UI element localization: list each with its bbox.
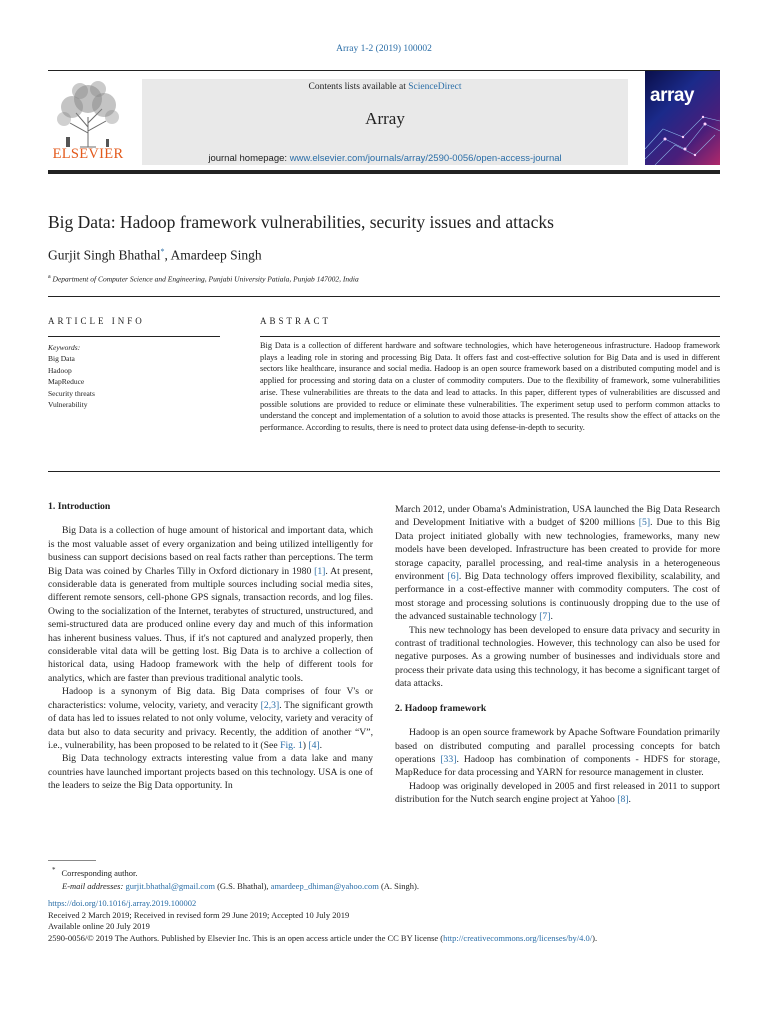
paragraph-text: . bbox=[628, 794, 631, 806]
keyword-item[interactable]: Security threats bbox=[48, 388, 95, 398]
journal-citation-link[interactable]: Array 1-2 (2019) 100002 bbox=[336, 44, 432, 54]
reference-link[interactable]: [5] bbox=[638, 517, 651, 529]
divider bbox=[260, 336, 720, 337]
keyword-item[interactable]: Vulnerability bbox=[48, 400, 88, 410]
homepage-label: journal homepage: bbox=[208, 153, 290, 164]
section-heading-introduction: 1. Introduction bbox=[48, 501, 111, 512]
keyword-item[interactable]: Hadoop bbox=[48, 365, 72, 375]
author-name[interactable]: Gurjit Singh Bhathal bbox=[48, 247, 161, 263]
paragraph-text: . At present, considerable data is generated from multiple sources including social media sites, different remote sensors, cell-phone GPS signals, transaction records, and log files. Owing to the socialization of the Internet, terabytes of structured, unstructured, and semi-structured data are produced online every day and much of this information has inherent business values. Thus, if it's not captured and analyzed properly, then considerable vital data will be getting lost. Big Data is to archive a collection of historical data, using Hadoop framework with the help of different tools for analytics, which are faster than previous traditional analytic tools. bbox=[48, 565, 373, 684]
paragraph-text: Hadoop is a synonym of Big data. Big Data comprises of four V's or characteristics: volume, velocity, variety, and veracity bbox=[48, 686, 373, 711]
journal-name: Array bbox=[365, 109, 405, 128]
footnote-divider bbox=[48, 860, 96, 861]
email-label: E-mail addresses: bbox=[62, 880, 124, 891]
article-info-heading: ARTICLE INFO bbox=[48, 316, 145, 326]
body-paragraph bbox=[395, 780, 720, 807]
email-link[interactable]: gurjit.bhathal@gmail.com bbox=[125, 880, 215, 891]
email-addresses bbox=[48, 880, 419, 893]
body-paragraph: This new technology has been developed to ensure data privacy and security in contrast of traditional technologies. However, this technology can also be used for negative purposes. As a growing number of businesses and individuals store and process their private data using this technology, it has become a significant target of data attacks. bbox=[395, 624, 720, 690]
paragraph-text: . The significant growth of data has led to issues related to not only volume, velocity, variety and veracity of data but also to data security and privacy. Recently, the addition of another “V”, i.e., vulnerability, has been proposed to be related to it (See bbox=[48, 699, 373, 751]
footnote bbox=[48, 864, 419, 893]
body-paragraph bbox=[395, 726, 720, 780]
license-link[interactable]: http://creativecommons.org/licenses/by/4.0/ bbox=[443, 932, 593, 943]
elsevier-logo[interactable] bbox=[48, 77, 128, 171]
license-statement bbox=[48, 933, 597, 945]
body-paragraph: Big Data technology extracts interesting value from a data lake and many countries have launched important projects based on this technology. USA is one of the leaders to seize the Big Data opportunity. In bbox=[48, 753, 373, 792]
body-paragraph bbox=[395, 503, 720, 624]
reference-link[interactable]: [4] bbox=[308, 739, 320, 751]
paragraph-text: Hadoop was originally developed in 2005 and first released in 2011 to support distribution for the Nutch search engine project at Yahoo bbox=[395, 780, 720, 806]
elsevier-wordmark: ELSEVIER bbox=[52, 146, 124, 162]
license-text: ). bbox=[592, 932, 598, 943]
keyword-item[interactable]: Big Data bbox=[48, 354, 75, 364]
reference-link[interactable]: [2,3] bbox=[260, 699, 280, 711]
article-metadata bbox=[48, 898, 597, 944]
elsevier-tree-icon bbox=[50, 77, 126, 153]
paragraph-text: ) bbox=[302, 739, 309, 751]
corresponding-author-note bbox=[48, 864, 419, 880]
paragraph-text: . Big Data technology offers improved flexibility, scalability, and performance in a cost-effective manner with commodity computers. The cost of most storage and processing solutions is continuously dropping due to the use of the advanced sustainable technology bbox=[395, 571, 721, 623]
paragraph-text: . Hadoop has combination of components - HDFS for storage, MapReduce for data processing and YARN for resource management in cluster. bbox=[395, 753, 720, 779]
author-separator: , bbox=[164, 247, 171, 263]
sciencedirect-link[interactable]: ScienceDirect bbox=[408, 82, 462, 92]
footnote-text: Corresponding author. bbox=[61, 867, 138, 878]
author-name[interactable]: Amardeep Singh bbox=[170, 247, 262, 263]
corresponding-author-mark[interactable]: * bbox=[160, 247, 165, 256]
paragraph-text: . bbox=[319, 739, 323, 751]
body-paragraph bbox=[48, 685, 373, 752]
figure-link[interactable]: Fig. 1 bbox=[280, 739, 303, 751]
cover-title: array bbox=[650, 85, 694, 106]
doi-link[interactable]: https://doi.org/10.1016/j.array.2019.100002 bbox=[48, 898, 197, 908]
divider bbox=[48, 296, 720, 297]
keywords-list bbox=[48, 342, 95, 410]
article-title: Big Data: Hadoop framework vulnerabilities, security issues and attacks bbox=[48, 212, 554, 232]
paragraph-text: Hadoop is an open source framework by Apache Software Foundation primarily based on distributed computing and parallel processing concepts for batch operations bbox=[395, 727, 720, 765]
license-text: 2590-0056/© 2019 The Authors. Published by Elsevier Inc. This is an open access article under the CC BY license ( bbox=[48, 932, 444, 943]
author-list bbox=[48, 247, 262, 264]
reference-link[interactable]: [6] bbox=[447, 571, 459, 583]
divider bbox=[48, 336, 220, 337]
body-column-left bbox=[48, 500, 373, 793]
reference-link[interactable]: [7] bbox=[539, 611, 551, 623]
contents-prefix: Contents lists available at bbox=[308, 82, 409, 92]
affiliation-mark: a bbox=[48, 274, 51, 280]
author-affiliation bbox=[48, 274, 359, 284]
homepage-link[interactable]: www.elsevier.com/journals/array/2590-0056/open-access-journal bbox=[289, 153, 562, 164]
paragraph-text: . bbox=[550, 611, 553, 623]
email-link[interactable]: amardeep_dhiman@yahoo.com bbox=[270, 880, 379, 891]
journal-info-box bbox=[142, 79, 628, 165]
paragraph-text: March 2012, under Obama's Administration, USA launched the Big Data Research and Development Initiative with a budget of $200 millions bbox=[395, 504, 720, 529]
reference-link[interactable]: [33] bbox=[440, 753, 457, 765]
reference-link[interactable]: [8] bbox=[617, 794, 629, 806]
email-owner: (A. Singh). bbox=[378, 880, 419, 891]
received-dates: Received 2 March 2019; Received in revised form 29 June 2019; Accepted 10 July 2019 bbox=[48, 909, 350, 920]
affiliation-text: Department of Computer Science and Engineering, Punjabi University Patiala, Punjab 147002, India bbox=[52, 274, 359, 284]
journal-masthead bbox=[48, 70, 720, 174]
body-paragraph bbox=[48, 524, 373, 685]
abstract-text: Big Data is a collection of different hardware and software technologies, which have heterogeneous infrastructure. Hadoop framework plays a leading role in storing and processing Big Data. It offers fast and cost-effective solution for Big Data and is used in different sectors like healthcare, insurance and social media. Hadoop is an open source framework based on a distributed computing model and is applied for processing and storing data on a cluster of commodity computers. Due to the flexibility of framework, some vulnerabilities arise. These vulnerabilities are threats to the data and lead to attacks. In this paper, different types of vulnerabilities are discussed and possible solutions are provided to reduce or eliminate these vulnerabilities. The experiment setup used to perform common attacks to understand the concept and implementation of a solution to avoid those attacks is presented. The results show the effect of attacks on the performance. According to results, there is need to protect data using defense-in-depth to security. bbox=[260, 341, 720, 432]
homepage-line bbox=[142, 153, 628, 164]
footnote-star: * bbox=[52, 866, 56, 874]
email-owner: (G.S. Bhathal), bbox=[214, 880, 271, 891]
abstract-heading: ABSTRACT bbox=[260, 316, 332, 326]
journal-cover-thumbnail[interactable] bbox=[645, 71, 720, 165]
keyword-item[interactable]: MapReduce bbox=[48, 377, 85, 387]
section-heading-hadoop-framework: 2. Hadoop framework bbox=[395, 702, 487, 714]
paragraph-text: Big Data is a collection of huge amount of historical and important data, which is the most valuable asset of every organization and being utilized intelligently for business can support decisions based on real facts rather than perceptions. The term Big Data was coined by Charles Tilly in Oxford dictionary in 1980 bbox=[48, 525, 373, 577]
keywords-label: Keywords: bbox=[48, 343, 81, 352]
paragraph-text: . Due to this Big Data project initiated globally with new technologies, frameworks, many new models have been developed. Infrastructure has been created to provide for more storage capacity, parallel processing, and real-time analysis in a heterogeneous environment bbox=[395, 517, 720, 583]
available-online-date: Available online 20 July 2019 bbox=[48, 921, 150, 932]
divider bbox=[48, 471, 720, 472]
contents-line bbox=[142, 82, 628, 92]
reference-link[interactable]: [1] bbox=[314, 565, 326, 577]
body-column-right bbox=[395, 503, 720, 807]
cover-art-icon bbox=[645, 109, 720, 165]
